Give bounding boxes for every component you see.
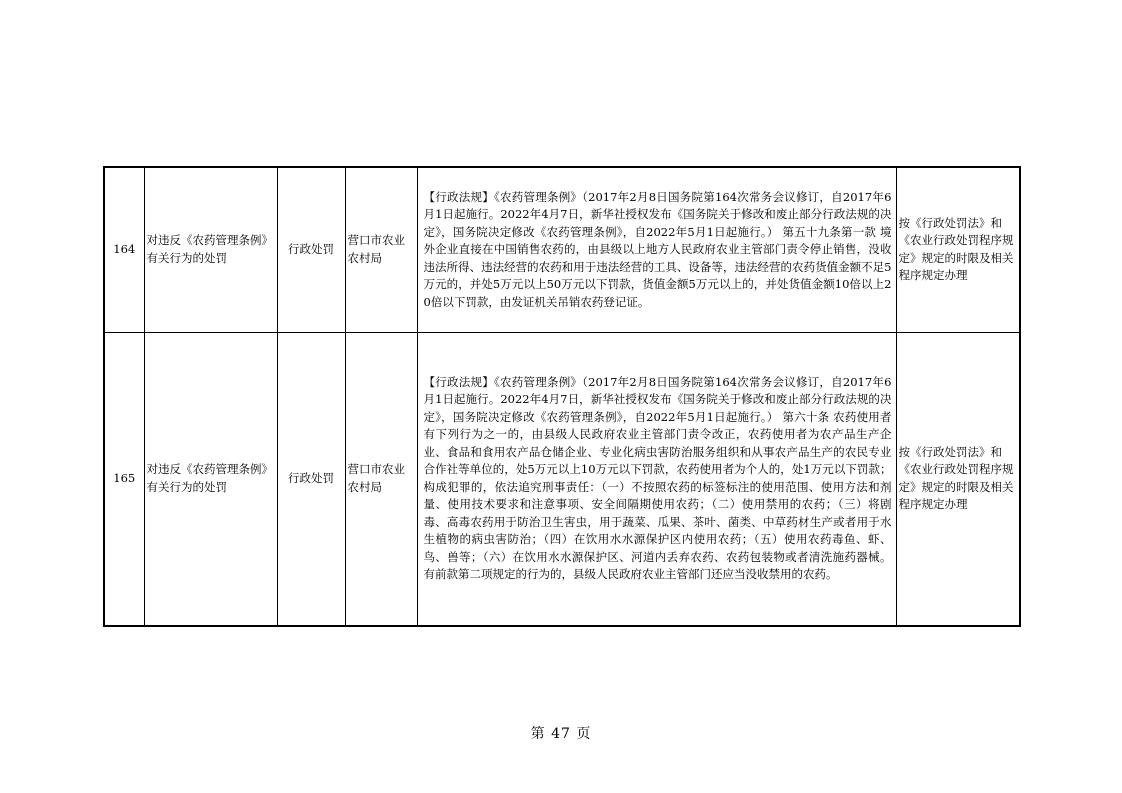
row-number: 165 bbox=[104, 332, 144, 626]
implementing-department: 营口市农业农村局 bbox=[345, 332, 417, 626]
table-row bbox=[104, 167, 1020, 332]
legal-basis: 【行政法规】《农药管理条例》（2017年2月8日国务院第164次常务会议修订，自2017年6月1日起施行。2022年4月7日，新华社授权发布《国务院关于修改和废止部分行政法规的决定》，国务院决定修改《农药管理条例》，自2022年5月1日起施行。） 第六十条 农药使用者有下列行为之一的，由县级人民政府农业主管部门责令改正，农药使用者为农产品生产企业、食品和食用农产品仓储企业、专业化病虫害防治服务组织和从事农产品生产的农民专业合作社等单位的，处5万元以上10万元以下罚款，农药使用者为个人的，处1万元以下罚款；构成犯罪的，依法追究刑事责任：（一）不按照农药的标签标注的使用范围、使用方法和剂量、使用技术要求和注意事项、安全间隔期使用农药；（二）使用禁用的农药；（三）将剧毒、高毒农药用于防治卫生害虫，用于蔬菜、瓜果、茶叶、菌类、中草药材生产或者用于水生植物的病虫害防治；（四）在饮用水水源保护区内使用农药；（五）使用农药毒鱼、虾、鸟、兽等；（六）在饮用水水源保护区、河道内丢弃农药、农药包装物或者清洗施药器械。 有前款第二项规定的行为的，县级人民政府农业主管部门还应当没收禁用的农药。 bbox=[417, 332, 896, 626]
power-list-table bbox=[103, 166, 1021, 627]
legal-basis: 【行政法规】《农药管理条例》（2017年2月8日国务院第164次常务会议修订，自2017年6月1日起施行。2022年4月7日，新华社授权发布《国务院关于修改和废止部分行政法规的决定》，国务院决定修改《农药管理条例》，自2022年5月1日起施行。） 第五十九条第一款 境外企业直接在中国销售农药的，由县级以上地方人民政府农业主管部门责令停止销售，没收违法所得、违法经营的农药和用于违法经营的工具、设备等，违法经营的农药货值金额不足5万元的，并处5万元以上50万元以下罚款，货值金额5万元以上的，并处货值金额10倍以上20倍以下罚款，由发证机关吊销农药登记证。 bbox=[417, 167, 896, 332]
page-number: 第 47 页 bbox=[530, 726, 592, 742]
item-category: 行政处罚 bbox=[277, 332, 345, 626]
procedure-note: 按《行政处罚法》和《农业行政处罚程序规定》规定的时限及相关程序规定办理 bbox=[896, 332, 1020, 626]
table-row bbox=[104, 332, 1020, 626]
item-name: 对违反《农药管理条例》有关行为的处罚 bbox=[144, 167, 277, 332]
item-category: 行政处罚 bbox=[277, 167, 345, 332]
item-name: 对违反《农药管理条例》有关行为的处罚 bbox=[144, 332, 277, 626]
implementing-department: 营口市农业农村局 bbox=[345, 167, 417, 332]
procedure-note: 按《行政处罚法》和《农业行政处罚程序规定》规定的时限及相关程序规定办理 bbox=[896, 167, 1020, 332]
row-number: 164 bbox=[104, 167, 144, 332]
